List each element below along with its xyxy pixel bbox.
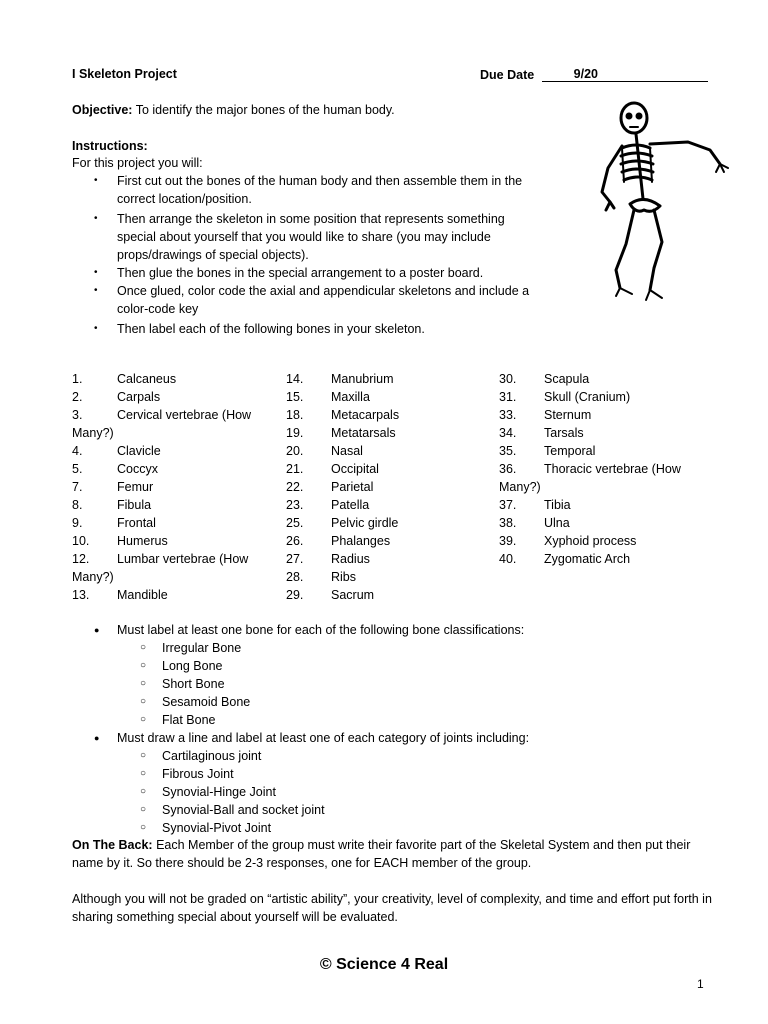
bone-name: Skull (Cranium) — [544, 390, 631, 404]
bone-number: 29. — [286, 588, 304, 602]
list-item — [72, 586, 282, 604]
list-item — [72, 442, 282, 460]
bone-name: Tibia — [544, 498, 571, 512]
list-item — [72, 532, 282, 550]
due-date-value: 9/20 — [573, 67, 599, 81]
bone-number: 14. — [286, 372, 304, 386]
bone-name: Occipital — [331, 462, 379, 476]
bone-number: 8. — [72, 498, 83, 512]
bone-name: Tarsals — [544, 426, 584, 440]
list-item — [72, 370, 282, 388]
bone-number: 25. — [286, 516, 304, 530]
due-date — [480, 67, 708, 82]
bone-number: 18. — [286, 408, 304, 422]
bone-name: Nasal — [331, 444, 363, 458]
instruction-step: • Then label each of the following bones in your skeleton. — [72, 320, 572, 338]
list-item — [286, 550, 496, 568]
list-item — [499, 460, 709, 478]
bone-number: 30. — [499, 372, 517, 386]
instruction-step: • Then arrange the skeleton in some position that represents something special about yourself that you would like to share (you may include props/drawings of special objects). — [72, 210, 542, 264]
list-item — [499, 424, 709, 442]
objective — [72, 103, 395, 117]
copyright-footer: © Science 4 Real — [319, 956, 449, 973]
instruction-step: • Then glue the bones in the special arrangement to a poster board. — [72, 264, 572, 282]
due-date-label: Due Date — [480, 68, 535, 82]
objective-text: To identify the major bones of the human body. — [135, 103, 395, 117]
bone-list-col-2 — [286, 370, 496, 604]
classification-requirements — [72, 621, 712, 837]
on-the-back-section — [72, 836, 712, 872]
list-item — [72, 406, 282, 424]
bone-type-item: ○ Flat Bone — [72, 711, 712, 729]
bone-name: Ribs — [331, 570, 357, 584]
bone-number: 35. — [499, 444, 517, 458]
bone-name: Maxilla — [331, 390, 370, 404]
list-item — [286, 514, 496, 532]
bone-name: Ulna — [544, 516, 570, 530]
bone-number: 15. — [286, 390, 304, 404]
bone-name: Zygomatic Arch — [544, 552, 631, 566]
list-item — [286, 532, 496, 550]
bone-number: 28. — [286, 570, 304, 584]
instructions-intro: For this project you will: — [72, 156, 203, 170]
bone-list-col-3 — [499, 370, 709, 568]
bone-name: Temporal — [544, 444, 596, 458]
skeleton-illustration-icon — [592, 98, 738, 306]
bone-name: Manubrium — [331, 372, 394, 386]
list-item-continuation: Many?) — [499, 480, 541, 494]
list-item — [286, 568, 496, 586]
bone-number: 40. — [499, 552, 517, 566]
bone-name: Thoracic vertebrae (How — [544, 462, 681, 476]
instruction-step: • First cut out the bones of the human body and then assemble them in the correct location/position. — [72, 172, 562, 208]
bone-number: 33. — [499, 408, 517, 422]
bone-number: 26. — [286, 534, 304, 548]
bone-name: Lumbar vertebrae (How — [117, 552, 249, 566]
bone-name: Scapula — [544, 372, 590, 386]
list-item — [499, 496, 709, 514]
list-item — [72, 460, 282, 478]
bone-name: Sternum — [544, 408, 592, 422]
bone-number: 39. — [499, 534, 517, 548]
bone-name: Fibula — [117, 498, 152, 512]
list-item — [286, 586, 496, 604]
bone-number: 37. — [499, 498, 517, 512]
bone-name: Frontal — [117, 516, 156, 530]
bone-name: Patella — [331, 498, 370, 512]
list-item — [286, 442, 496, 460]
bone-name: Mandible — [117, 588, 168, 602]
joint-type-item: ○ Synovial-Pivot Joint — [72, 819, 712, 837]
list-item — [286, 370, 496, 388]
project-title: I Skeleton Project — [72, 67, 177, 81]
bone-number: 13. — [72, 588, 90, 602]
list-item — [499, 406, 709, 424]
bone-name: Xyphoid process — [544, 534, 637, 548]
bone-name: Cervical vertebrae (How — [117, 408, 252, 422]
list-item — [499, 442, 709, 460]
bone-name: Clavicle — [117, 444, 161, 458]
list-item — [499, 550, 709, 568]
list-item — [286, 478, 496, 496]
due-date-line — [542, 67, 708, 82]
bone-number: 19. — [286, 426, 304, 440]
list-item — [72, 514, 282, 532]
joint-type-item: ○ Cartilaginous joint — [72, 747, 712, 765]
page-number: 1 — [697, 977, 704, 991]
bone-number: 7. — [72, 480, 83, 494]
bone-name: Femur — [117, 480, 154, 494]
list-item — [286, 406, 496, 424]
bone-classification-intro: ● Must label at least one bone for each of the following bone classifications: — [72, 621, 712, 639]
bone-number: 1. — [72, 372, 83, 386]
bone-number: 36. — [499, 462, 517, 476]
bone-number: 3. — [72, 408, 83, 422]
bone-number: 31. — [499, 390, 517, 404]
bone-type-item: ○ Long Bone — [72, 657, 712, 675]
bone-number: 12. — [72, 552, 90, 566]
list-item — [72, 496, 282, 514]
list-item — [286, 424, 496, 442]
bone-name: Humerus — [117, 534, 168, 548]
bone-number: 22. — [286, 480, 304, 494]
bone-number: 21. — [286, 462, 304, 476]
instruction-step: • Once glued, color code the axial and appendicular skeletons and include a color-code key — [72, 282, 557, 318]
joint-classification-intro: ● Must draw a line and label at least one of each category of joints including: — [72, 729, 712, 747]
bone-name: Metatarsals — [331, 426, 396, 440]
bone-number: 5. — [72, 462, 83, 476]
objective-label: Objective: — [72, 103, 133, 117]
bone-name: Coccyx — [117, 462, 158, 476]
list-item-continuation: Many?) — [72, 426, 114, 440]
bone-name: Sacrum — [331, 588, 375, 602]
list-item — [286, 388, 496, 406]
instructions-list — [72, 172, 572, 338]
bone-type-item: ○ Irregular Bone — [72, 639, 712, 657]
bone-number: 27. — [286, 552, 304, 566]
joint-type-item: ○ Synovial-Hinge Joint — [72, 783, 712, 801]
list-item — [72, 478, 282, 496]
bone-number: 4. — [72, 444, 83, 458]
bone-type-item: ○ Sesamoid Bone — [72, 693, 712, 711]
bone-number: 2. — [72, 390, 83, 404]
list-item — [72, 388, 282, 406]
bone-list-col-1 — [72, 370, 282, 604]
list-item-continuation: Many?) — [72, 570, 114, 584]
bone-name: Radius — [331, 552, 370, 566]
list-item — [286, 460, 496, 478]
bone-number: 34. — [499, 426, 517, 440]
bone-name: Carpals — [117, 390, 161, 404]
grading-note: Although you will not be graded on “artistic ability”, your creativity, level of complexity, and time and effort put forth in sharing something special about yourself will be evaluated. — [72, 892, 712, 924]
list-item — [499, 370, 709, 388]
bone-name: Calcaneus — [117, 372, 177, 386]
on-the-back-label: On The Back: — [72, 838, 153, 852]
on-the-back-text: Each Member of the group must write their favorite part of the Skeletal System and then put their name by it. So there should be 2-3 responses, one for EACH member of the group. — [72, 838, 691, 870]
bone-number: 9. — [72, 516, 83, 530]
bone-number: 20. — [286, 444, 304, 458]
bone-number: 23. — [286, 498, 304, 512]
bone-number: 38. — [499, 516, 517, 530]
list-item — [286, 496, 496, 514]
list-item — [499, 514, 709, 532]
list-item — [499, 388, 709, 406]
bone-name: Phalanges — [331, 534, 391, 548]
list-item — [499, 532, 709, 550]
bone-type-item: ○ Short Bone — [72, 675, 712, 693]
bone-name: Metacarpals — [331, 408, 400, 422]
bone-number: 10. — [72, 534, 90, 548]
bone-name: Parietal — [331, 480, 374, 494]
instructions-heading: Instructions: — [72, 139, 148, 153]
joint-type-item: ○ Synovial-Ball and socket joint — [72, 801, 712, 819]
joint-type-item: ○ Fibrous Joint — [72, 765, 712, 783]
list-item — [72, 550, 282, 568]
bone-name: Pelvic girdle — [331, 516, 399, 530]
